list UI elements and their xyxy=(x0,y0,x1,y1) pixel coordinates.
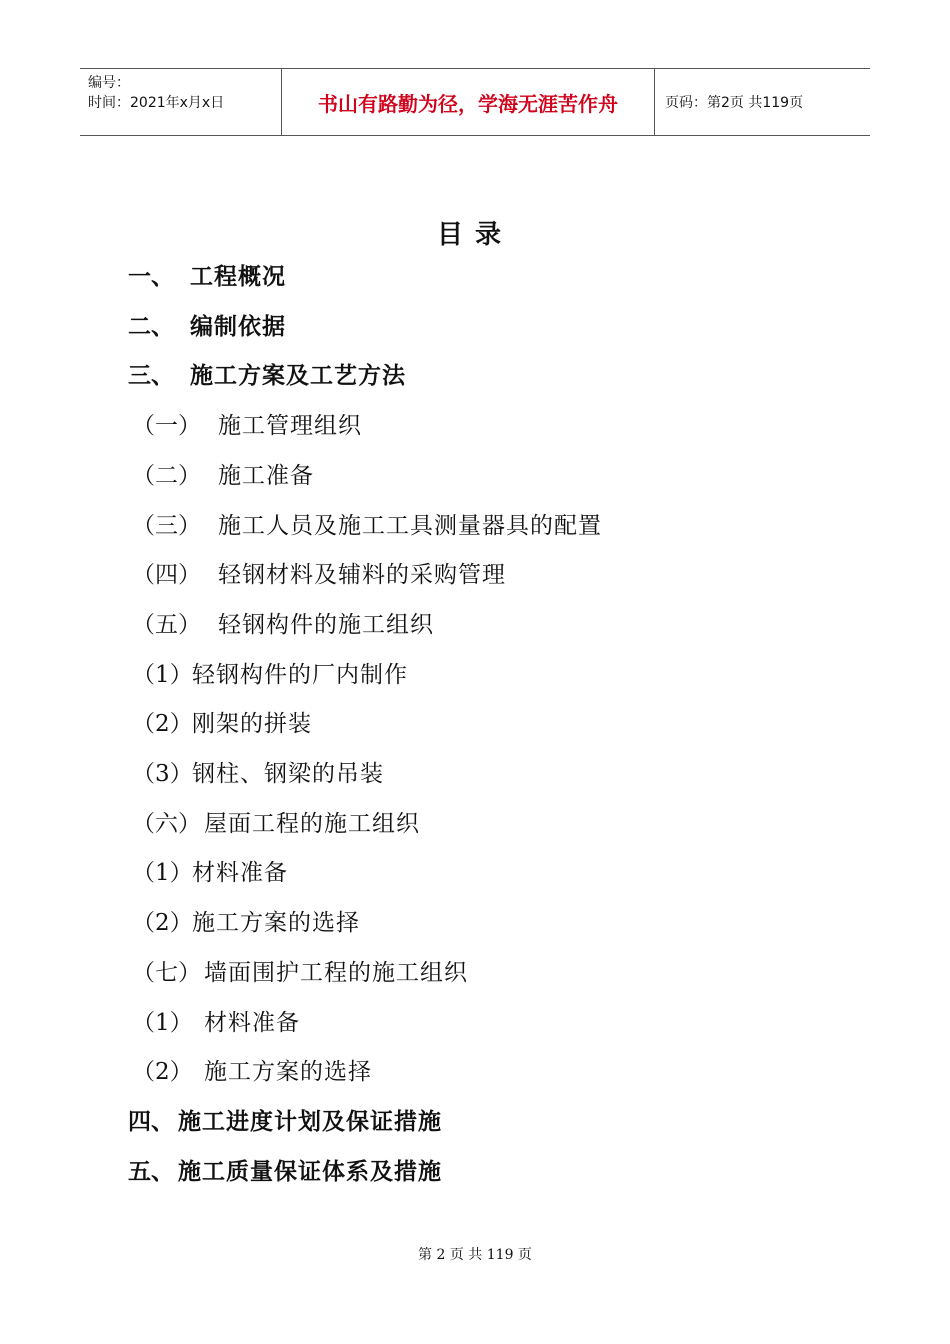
toc-entry-text: 施工人员及施工工具测量器具的配置 xyxy=(218,513,602,539)
toc-entry-text: 施工方案的选择 xyxy=(192,910,360,936)
toc-entry-number: 四、 xyxy=(128,1108,174,1135)
toc-entry xyxy=(128,312,286,342)
toc-entry-text: 施工方案及工艺方法 xyxy=(190,362,406,389)
toc-entry xyxy=(132,560,506,590)
toc-entry-number: 二、 xyxy=(128,313,174,340)
toc-entry-text: 轻钢材料及辅料的采购管理 xyxy=(218,562,506,588)
toc-entry-number: （1） xyxy=(132,860,193,886)
toc-entry xyxy=(132,511,602,541)
toc-entry xyxy=(132,958,468,988)
toc-entry-text: 编制依据 xyxy=(190,313,286,340)
toc-entry-text: 材料准备 xyxy=(204,1010,300,1036)
toc-entry-number: （一） xyxy=(132,413,201,439)
toc-entry xyxy=(132,610,434,640)
toc-entry-number: （五） xyxy=(132,612,201,638)
toc-entry xyxy=(128,361,406,391)
toc-entry xyxy=(132,709,312,739)
toc-entry xyxy=(132,411,362,441)
document-time: 时间：2021年x月x日 xyxy=(88,95,225,111)
toc-entry-text: 墙面围护工程的施工组织 xyxy=(204,960,468,986)
toc-entry-text: 工程概况 xyxy=(190,263,286,290)
toc-entry-text: 轻钢构件的厂内制作 xyxy=(192,662,408,688)
page-header xyxy=(80,68,870,136)
toc-entry-text: 屋面工程的施工组织 xyxy=(204,811,420,837)
toc-entry-number: 一、 xyxy=(128,263,174,290)
toc-entry-number: （2） xyxy=(132,910,193,936)
toc-entry xyxy=(132,660,408,690)
toc-entry-text: 钢柱、钢梁的吊装 xyxy=(192,761,384,787)
toc-entry-number: （2） xyxy=(132,1059,193,1085)
header-meta xyxy=(80,69,282,135)
header-page-info: 页码：第2页 共119页 xyxy=(665,95,804,111)
toc-entry-text: 施工准备 xyxy=(218,463,314,489)
toc-entry-number: 三、 xyxy=(128,362,174,389)
toc-entry xyxy=(132,1057,372,1087)
toc-entry xyxy=(132,759,384,789)
toc-entry-text: 施工方案的选择 xyxy=(204,1059,372,1085)
toc-entry-text: 材料准备 xyxy=(192,860,288,886)
toc-entry-number: （七） xyxy=(132,960,201,986)
toc-entry xyxy=(132,858,288,888)
toc-entry-number: （二） xyxy=(132,463,201,489)
document-number: 编号： xyxy=(88,75,130,91)
header-motto-cell xyxy=(282,69,655,135)
toc-entry xyxy=(128,262,286,292)
toc-entry-text: 轻钢构件的施工组织 xyxy=(218,612,434,638)
page-footer: 第 2 页 共 119 页 xyxy=(418,1247,532,1263)
toc-entry-number: （1） xyxy=(132,1010,193,1036)
toc-entry xyxy=(132,1008,300,1038)
toc-entry xyxy=(132,809,420,839)
toc-entry-number: （六） xyxy=(132,811,201,837)
toc-entry xyxy=(128,1157,442,1187)
toc-entry xyxy=(132,908,360,938)
toc-entry-text: 施工进度计划及保证措施 xyxy=(178,1108,442,1135)
header-motto: 书山有路勤为径，学海无涯苦作舟 xyxy=(318,91,618,116)
toc-entry-number: （四） xyxy=(132,562,201,588)
toc-entry-number: （三） xyxy=(132,513,201,539)
toc-entry-text: 刚架的拼装 xyxy=(192,711,312,737)
toc-entry xyxy=(128,1107,442,1137)
toc-entry-text: 施工质量保证体系及措施 xyxy=(178,1158,442,1185)
toc-entry-text: 施工管理组织 xyxy=(218,413,362,439)
toc-title: 目录 xyxy=(436,220,513,250)
toc-entry-number: 五、 xyxy=(128,1158,174,1185)
toc-entry-number: （3） xyxy=(132,761,193,787)
toc-entry xyxy=(132,461,314,491)
toc-entry-number: （2） xyxy=(132,711,193,737)
toc-entry-number: （1） xyxy=(132,662,193,688)
